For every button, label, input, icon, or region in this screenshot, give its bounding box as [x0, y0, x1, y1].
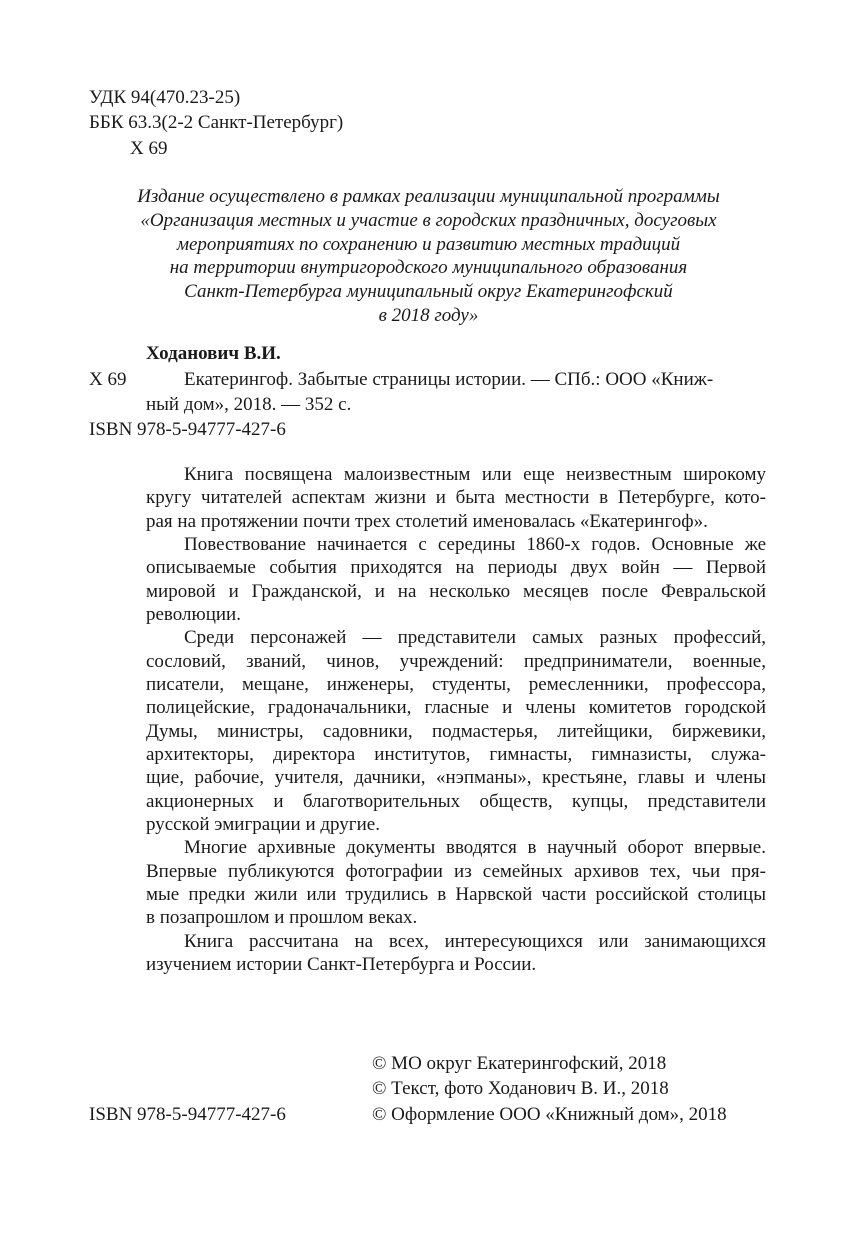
- bibliography-line: Екатерингоф. Забытые страницы истории. — СПб.: ООО «Книж-: [184, 369, 714, 390]
- annotation-line: архитекторы, директора институтов, гимнасты, гимназисты, служа-: [146, 743, 766, 765]
- bibliography-line: ный дом», 2018. — 352 с.: [146, 394, 352, 415]
- annotation-line: щие, рабочие, учителя, дачники, «нэпманы», крестьяне, главы и члены: [146, 767, 766, 789]
- isbn-top: ISBN 978-5-94777-427-6: [89, 419, 286, 440]
- copyright-line: © Оформление ООО «Книжный дом», 2018: [372, 1104, 727, 1125]
- annotation: [146, 463, 766, 976]
- author-mark: Х 69: [130, 138, 168, 159]
- annotation-line: Многие архивные документы вводятся в научный оборот впервые.: [184, 837, 766, 859]
- program-note: [80, 185, 777, 328]
- annotation-line: рая на протяжении почти трех столетий именовалась «Екатерингоф».: [146, 510, 708, 532]
- program-note-line: Санкт-Петербурга муниципальный округ Екатерингофский: [184, 281, 673, 303]
- copyright-line: © Текст, фото Ходанович В. И., 2018: [372, 1078, 669, 1099]
- udk-code: УДК 94(470.23-25): [89, 87, 241, 108]
- program-note-line: на территории внутригородского муниципального образования: [169, 257, 688, 279]
- annotation-line: акционерных и благотворительных обществ, купцы, представители: [146, 790, 766, 812]
- program-note-line: Издание осуществлено в рамках реализации муниципальной программы: [137, 186, 720, 207]
- isbn-bottom: ISBN 978-5-94777-427-6: [89, 1104, 286, 1125]
- annotation-line: изучением истории Санкт-Петербурга и России.: [146, 953, 537, 975]
- program-note-line: в 2018 году»: [378, 304, 479, 326]
- annotation-line: описываемые события приходятся на периоды двух войн — Первой: [146, 557, 766, 579]
- annotation-line: русской эмиграции и другие.: [146, 813, 380, 835]
- annotation-line: писатели, мещане, инженеры, студенты, ремесленники, профессора,: [146, 673, 766, 695]
- bibliography-mark: Х 69: [89, 369, 127, 390]
- book-author: Ходанович В.И.: [146, 343, 281, 364]
- program-note-line: мероприятиях по сохранению и развитию местных традиций: [176, 233, 681, 255]
- copyright-line: © МО округ Екатерингофский, 2018: [372, 1053, 667, 1074]
- annotation-line: кругу читателей аспектам жизни и быта местности в Петербурге, кото-: [146, 487, 766, 509]
- annotation-line: Повествование начинается с середины 1860-х годов. Основные же: [184, 533, 766, 555]
- annotation-line: Впервые публикуются фотографии из семейных архивов тех, чьи пря-: [146, 860, 766, 882]
- annotation-line: Книга посвящена малоизвестным или еще неизвестным широкому: [184, 464, 766, 485]
- annotation-line: полицейские, градоначальники, гласные и члены комитетов городской: [146, 697, 766, 719]
- annotation-line: мые предки жили или трудились в Нарвской части российской столицы: [146, 883, 766, 905]
- program-note-line: «Организация местных и участие в городских праздничных, досуговых: [140, 209, 717, 231]
- annotation-line: Думы, министры, садовники, подмастерья, литейщики, биржевики,: [146, 720, 766, 742]
- annotation-line: Книга рассчитана на всех, интересующихся или занимающихся: [184, 930, 766, 952]
- annotation-line: сословий, званий, чинов, учреждений: предприниматели, военные,: [146, 650, 766, 672]
- annotation-line: революции.: [146, 603, 241, 625]
- bbk-code: ББК 63.3(2-2 Санкт-Петербург): [89, 112, 344, 133]
- annotation-line: Среди персонажей — представители самых разных профессий,: [184, 627, 766, 649]
- annotation-line: в позапрошлом и прошлом веках.: [146, 907, 418, 929]
- annotation-line: мировой и Гражданской, и на несколько месяцев после Февральской: [146, 580, 766, 602]
